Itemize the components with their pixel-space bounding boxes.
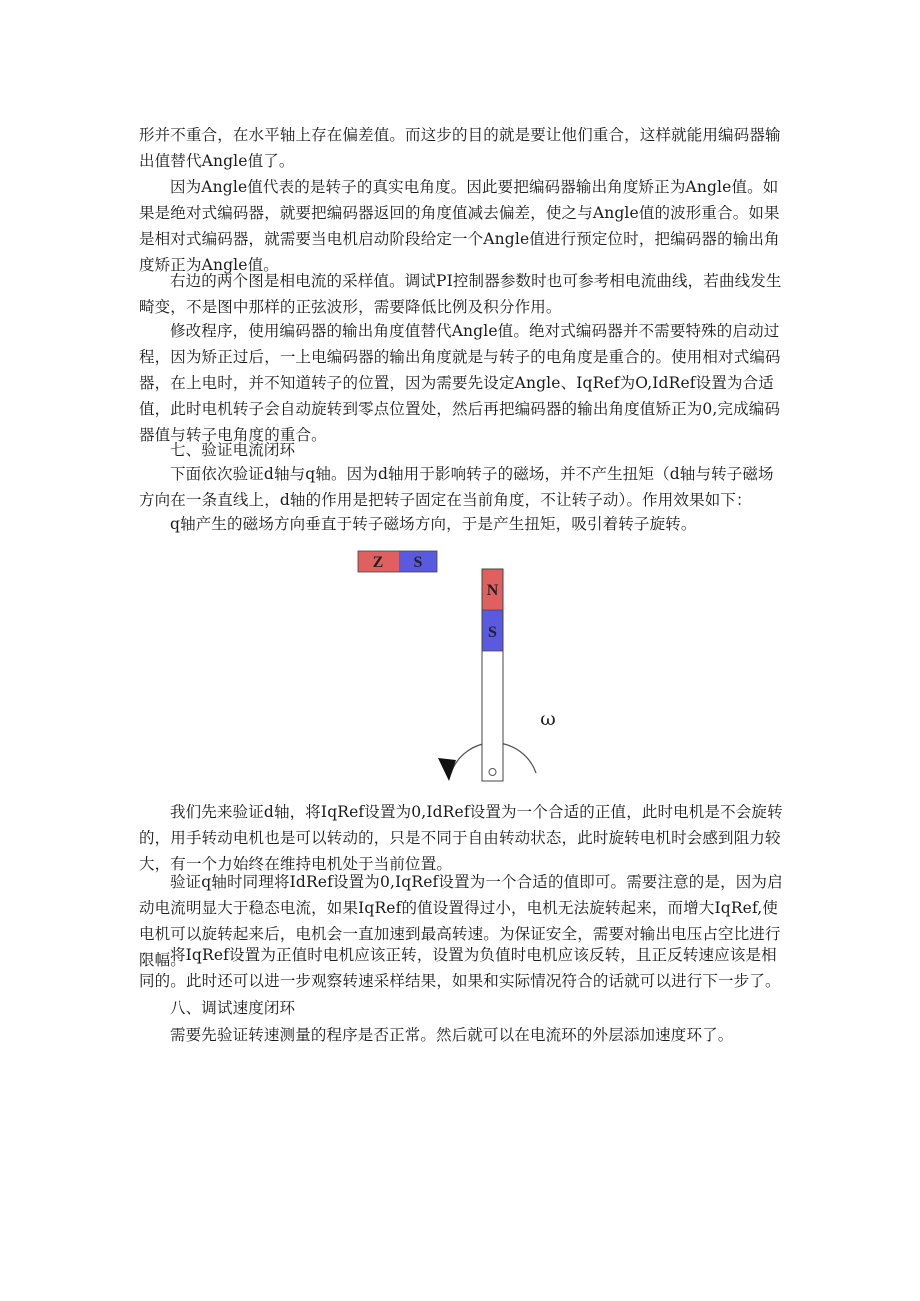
- rotor-north-label: N: [486, 582, 499, 599]
- paragraph-7: 我们先来验证d轴，将IqRef设置为0,IdRef设置为一个合适的正值，此时电机是不会旋转的，用手转动电机也是可以转动的，只是不同于自由转动状态，此时旋转电机时会感到阻力较大，有一个力始终在维持电机处于当前位置。: [139, 803, 783, 873]
- omega-label: ω: [540, 708, 555, 730]
- rotor-arm: [482, 651, 503, 781]
- section-heading-7: 七、验证电流闭环: [170, 441, 296, 459]
- paragraph-2: 因为Angle值代表的是转子的真实电角度。因此要把编码器输出角度矫正为Angle值。如果是绝对式编码器，就要把编码器返回的角度值减去偏差，使之与Angle值的波形重合。如果是相对式编码器，就需要当电机启动阶段给定一个Angle值进行预定位时，把编码器的输出角度矫正为Angle值。: [139, 178, 780, 274]
- paragraph-4: 修改程序，使用编码器的输出角度值替代Angle值。绝对式编码器并不需要特殊的启动过程，因为矫正过后，一上电编码器的输出角度就是与转子的电角度是重合的。使用相对式编码器，在上电时，并不知道转子的位置，因为需要先设定Angle、IqRef为O,IdRef设置为合适值，此时电机转子会自动旋转到零点位置处，然后再把编码器的输出角度值矫正为0,完成编码器值与转子电角度的重合。: [139, 322, 781, 444]
- rotation-arrow-icon: [438, 758, 456, 781]
- rotor-diagram: [355, 549, 555, 789]
- stator-right-label: S: [413, 554, 423, 571]
- paragraph-1: 形并不重合，在水平轴上存在偏差值。而这步的目的就是要让他们重合，这样就能用编码器输出值替代Angle值了。: [139, 126, 781, 170]
- paragraph-10: 需要先验证转速测量的程序是否正常。然后就可以在电流环的外层添加速度环了。: [170, 1026, 734, 1044]
- paragraph-3: 右边的两个图是相电流的采样值。调试PI控制器参数时也可参考相电流曲线，若曲线发生畸变，不是图中那样的正弦波形，需要降低比例及积分作用。: [139, 272, 782, 316]
- paragraph-6: q轴产生的磁场方向垂直于转子磁场方向，于是产生扭矩，吸引着转子旋转。: [170, 515, 697, 533]
- stator-left-label: Z: [372, 554, 384, 571]
- rotor-south-label: S: [488, 624, 497, 641]
- rotor-diagram-svg: [355, 549, 555, 789]
- paragraph-8: 验证q轴时同理将IdRef设置为0,IqRef设置为一个合适的值即可。需要注意的是，因为启动电流明显大于稳态电流，如果IqRef的值设置得过小，电机无法旋转起来，而增大IqRef,使电机可以旋转起来后，电机会一直加速到最高转速。为保证安全，需要对输出电压占空比进行限幅。: [139, 873, 783, 969]
- section-heading-8: 八、调试速度闭环: [170, 999, 296, 1017]
- paragraph-9: 将IqRef设置为正值时电机应该正转，设置为负值时电机应该反转，且正反转速应该是相同的。此时还可以进一步观察转速采样结果，如果和实际情况符合的话就可以进行下一步了。: [139, 946, 781, 990]
- paragraph-5: 下面依次验证d轴与q轴。因为d轴用于影响转子的磁场，并不产生扭矩（d轴与转子磁场方向在一条直线上，d轴的作用是把转子固定在当前角度，不让转子动）。作用效果如下：: [139, 465, 774, 509]
